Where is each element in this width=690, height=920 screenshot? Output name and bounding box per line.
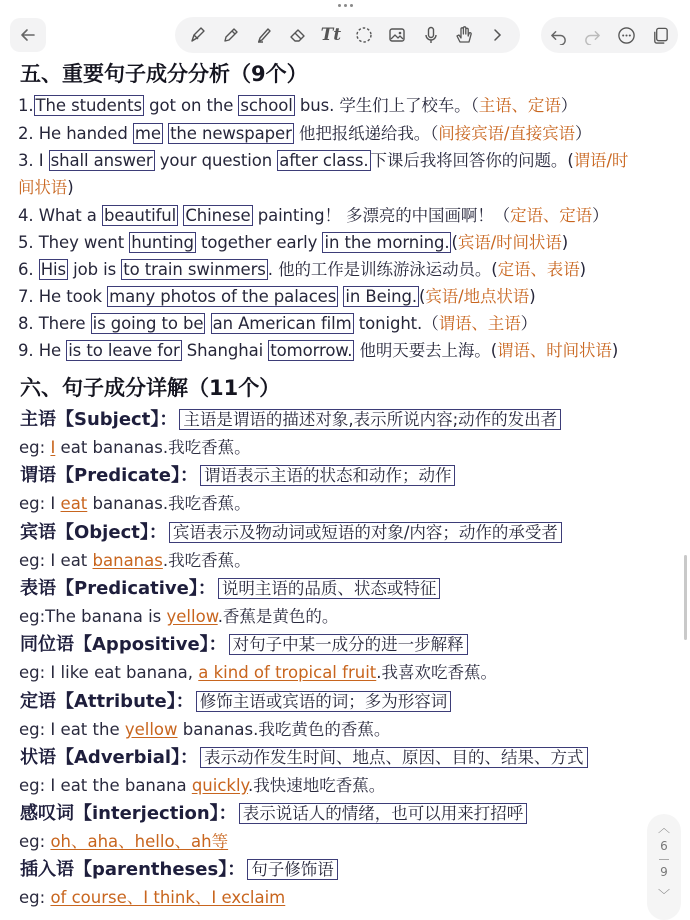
- sentence-text: painting！ 多漂亮的中国画啊！（: [252, 206, 511, 225]
- sentence-text: 他明天要去上海。(: [354, 341, 498, 360]
- term-name: 谓语【Predicate】：: [20, 465, 198, 487]
- highlighted-word: quickly: [191, 775, 248, 795]
- boxed-phrase: tomorrow.: [270, 341, 353, 360]
- sentence-text: He handed: [33, 124, 133, 143]
- sentence-text: Shanghai: [181, 341, 269, 360]
- analysis-line: [18, 147, 628, 171]
- highlighted-word: eat: [60, 494, 88, 514]
- undo-icon[interactable]: [546, 23, 570, 47]
- example-text: bananas.我吃黄色的香蕉。: [177, 719, 391, 739]
- sentence-text: bus. 学生们上了校车。（: [294, 96, 479, 115]
- highlighted-word: I: [50, 438, 56, 457]
- boxed-phrase: in the morning.: [324, 233, 450, 252]
- example-sentence: [19, 772, 385, 796]
- example-text: eg: I eat the: [19, 719, 125, 739]
- example-text: .我喜欢吃香蕉。: [376, 663, 497, 683]
- analysis-line: [18, 283, 536, 307]
- component-label: 宾语/时间状语: [457, 233, 562, 252]
- sentence-text: got on the: [143, 96, 239, 115]
- term-name: 状语【Adverbial】：: [20, 746, 199, 768]
- term-definition: 谓语表示主语的状态和动作；动作: [200, 465, 456, 486]
- edit-actions: [541, 17, 678, 53]
- highlighted-word: bananas: [92, 550, 163, 570]
- line-number: 5.: [18, 233, 34, 252]
- lasso-icon[interactable]: [351, 22, 377, 48]
- term-heading: [20, 461, 455, 487]
- example-text: eat bananas.我吃香蕉。: [55, 438, 251, 457]
- example-text: .我快速地吃香蕉。: [247, 775, 386, 795]
- highlighted-word: yellow: [166, 606, 218, 626]
- sentence-text: I: [33, 151, 49, 170]
- example-sentence: [19, 828, 228, 852]
- sentence-text: There: [33, 314, 91, 333]
- example-text: eg: I like eat banana,: [19, 663, 199, 683]
- term-name: 定语【Attribute】：: [20, 690, 194, 712]
- boxed-phrase: many photos of the palaces: [109, 287, 337, 306]
- text-tool-label: Tt: [320, 25, 342, 45]
- example-text: eg: I: [19, 494, 61, 514]
- back-button[interactable]: [10, 18, 46, 52]
- sentence-text: What a: [33, 206, 102, 225]
- sentence-text: (: [419, 287, 426, 306]
- pencil-icon[interactable]: [218, 22, 244, 48]
- component-label: 定语、表语: [497, 260, 580, 279]
- sentence-text: ): [579, 260, 586, 279]
- sentence-text: ): [67, 178, 74, 197]
- boxed-phrase: me: [134, 124, 161, 143]
- window-drag-handle[interactable]: [337, 4, 353, 10]
- sentence-text: He: [33, 341, 67, 360]
- term-definition: 宾语表示及物动词或短语的对象/内容；动作的承受者: [169, 522, 562, 543]
- component-label: 主语、定语: [478, 96, 561, 115]
- component-label: 间状语: [18, 178, 68, 197]
- boxed-phrase: is going to be: [92, 314, 204, 333]
- analysis-line: [18, 120, 591, 144]
- arrow-left-icon: [19, 26, 37, 44]
- term-definition: 主语是谓语的描述对象,表示所说内容;动作的发出者: [179, 409, 561, 430]
- example-text: eg: I eat: [19, 550, 93, 570]
- line-number: 7.: [18, 287, 34, 306]
- boxed-phrase: beautiful: [103, 206, 177, 225]
- page-indicator[interactable]: [647, 814, 681, 920]
- boxed-phrase: school: [240, 96, 293, 115]
- analysis-line: [18, 256, 586, 280]
- sentence-text: ）: [574, 124, 592, 143]
- page-separator: [659, 859, 669, 860]
- term-definition: 对句子中某一成分的进一步解释: [229, 634, 468, 655]
- image-icon[interactable]: [384, 22, 410, 48]
- sentence-text: your question: [154, 151, 278, 170]
- line-number: 8.: [18, 314, 34, 333]
- analysis-line: [18, 174, 74, 198]
- example-text: eg: I eat the banana: [19, 775, 192, 795]
- analysis-line: [18, 92, 577, 116]
- term-heading: [20, 855, 338, 881]
- term-heading: [20, 687, 451, 713]
- analysis-line: [18, 337, 618, 361]
- term-heading: [20, 630, 468, 656]
- more-icon[interactable]: [615, 23, 639, 47]
- sentence-text: He took: [33, 287, 108, 306]
- current-page: 6: [660, 839, 668, 853]
- term-definition: 表示说话人的情绪，也可以用来打招呼: [239, 803, 528, 824]
- term-definition: 修饰主语或宾语的词；多为形容词: [196, 691, 452, 712]
- sentence-text: They went: [33, 233, 130, 252]
- boxed-phrase: The students: [35, 96, 142, 115]
- component-label: 谓语、时间状语: [497, 341, 612, 360]
- example-text: eg:The banana is: [19, 606, 167, 626]
- term-name: 插入语【parentheses】：: [20, 859, 246, 881]
- pages-icon[interactable]: [649, 23, 673, 47]
- sentence-text: ): [529, 287, 536, 306]
- analysis-line: [18, 310, 537, 334]
- microphone-icon[interactable]: [418, 22, 444, 48]
- component-label: 间接宾语/直接宾语: [438, 124, 575, 143]
- example-sentence: [19, 547, 251, 571]
- example-sentence: [19, 603, 338, 627]
- term-name: 同位语【Appositive】：: [20, 634, 227, 656]
- eraser-icon[interactable]: [285, 22, 311, 48]
- term-name: 宾语【Object】：: [20, 521, 167, 543]
- section-5-heading: 五、重要句子成分分析（9个）: [20, 62, 308, 86]
- section-6-heading: 六、句子成分详解（11个）: [20, 376, 281, 400]
- sentence-text: job is: [68, 260, 122, 279]
- boxed-phrase: after class.: [279, 151, 369, 170]
- line-number: 2.: [18, 124, 34, 143]
- example-sentence: [19, 884, 285, 908]
- redo-icon[interactable]: [580, 23, 604, 47]
- example-text: .香蕉是黄色的。: [217, 606, 339, 626]
- sentence-text: 他把报纸递给我。（: [293, 124, 439, 143]
- highlighted-word: a kind of tropical fruit: [198, 663, 377, 683]
- term-heading: [20, 405, 561, 431]
- boxed-phrase: in Being.: [345, 287, 417, 306]
- highlighted-word: of course、I think、I exclaim: [50, 888, 286, 908]
- boxed-phrase: an American film: [212, 314, 352, 333]
- example-sentence: [19, 434, 251, 458]
- line-number: 4.: [18, 206, 34, 225]
- analysis-line: [18, 202, 608, 226]
- sentence-text: together early: [195, 233, 323, 252]
- text-tool-icon[interactable]: [318, 22, 344, 48]
- sentence-text: ）: [592, 206, 609, 225]
- total-pages: 9: [660, 865, 668, 879]
- line-number: 1.: [18, 96, 34, 115]
- term-heading: [20, 743, 588, 769]
- example-sentence: [19, 490, 251, 514]
- term-definition: 句子修饰语: [247, 859, 338, 880]
- boxed-phrase: His: [40, 260, 66, 279]
- term-heading: [20, 518, 562, 544]
- highlighted-word: yellow: [124, 719, 178, 739]
- highlighter-icon[interactable]: [251, 22, 277, 48]
- sentence-text: ): [561, 233, 569, 252]
- boxed-phrase: hunting: [131, 233, 194, 252]
- hand-icon[interactable]: [451, 22, 477, 48]
- term-name: 表语【Predicative】：: [20, 577, 216, 599]
- example-text: bananas.我吃香蕉。: [87, 494, 251, 514]
- boxed-phrase: to train swinmers: [123, 260, 266, 279]
- boxed-phrase: Chinese: [185, 206, 251, 225]
- drawing-toolbar: [175, 17, 520, 53]
- chevron-down-icon[interactable]: ﹀: [657, 888, 670, 902]
- component-label: 宾语/地点状语: [425, 287, 530, 306]
- term-definition: 说明主语的品质、状态或特征: [218, 578, 441, 599]
- term-heading: [20, 574, 440, 600]
- sentence-text: . 他的工作是训练游泳运动员。(: [267, 260, 498, 279]
- example-text: .我吃香蕉。: [162, 550, 251, 570]
- line-number: 9.: [18, 341, 34, 360]
- term-heading: [20, 799, 527, 825]
- boxed-phrase: the newspaper: [170, 124, 292, 143]
- line-number: 6.: [18, 260, 34, 279]
- sentence-text: (: [451, 233, 458, 252]
- component-label: 谓语、主语: [438, 314, 521, 333]
- highlighted-word: oh、aha、hello、ah等: [50, 832, 229, 852]
- example-text: eg:: [19, 888, 51, 908]
- analysis-line: [18, 229, 568, 253]
- sentence-text: [205, 314, 210, 333]
- example-sentence: [19, 716, 390, 740]
- sentence-text: [34, 260, 39, 279]
- boxed-phrase: is to leave for: [68, 341, 180, 360]
- boxed-phrase: shall answer: [50, 151, 153, 170]
- sentence-text: tonight.（: [353, 314, 439, 333]
- scrollbar[interactable]: [684, 555, 687, 640]
- example-text: eg:: [19, 832, 51, 852]
- component-label: 定语、定语: [510, 206, 593, 225]
- component-label: 谓语/时: [573, 151, 629, 170]
- example-text: eg:: [19, 438, 51, 457]
- sentence-text: 下课后我将回答你的问题。(: [370, 151, 574, 170]
- term-name: 主语【Subject】：: [20, 409, 178, 430]
- chevron-up-icon[interactable]: ︿: [657, 821, 670, 835]
- sentence-text: ）: [560, 96, 578, 115]
- pen-icon[interactable]: [185, 22, 211, 48]
- chevron-right-icon[interactable]: [484, 22, 510, 48]
- example-sentence: [19, 659, 497, 683]
- term-definition: 表示动作发生时间、地点、原因、目的、结果、方式: [200, 747, 588, 768]
- term-name: 感叹词【interjection】：: [20, 803, 237, 825]
- sentence-text: ）: [520, 314, 538, 333]
- line-number: 3.: [18, 151, 34, 170]
- sentence-text: ): [611, 341, 619, 360]
